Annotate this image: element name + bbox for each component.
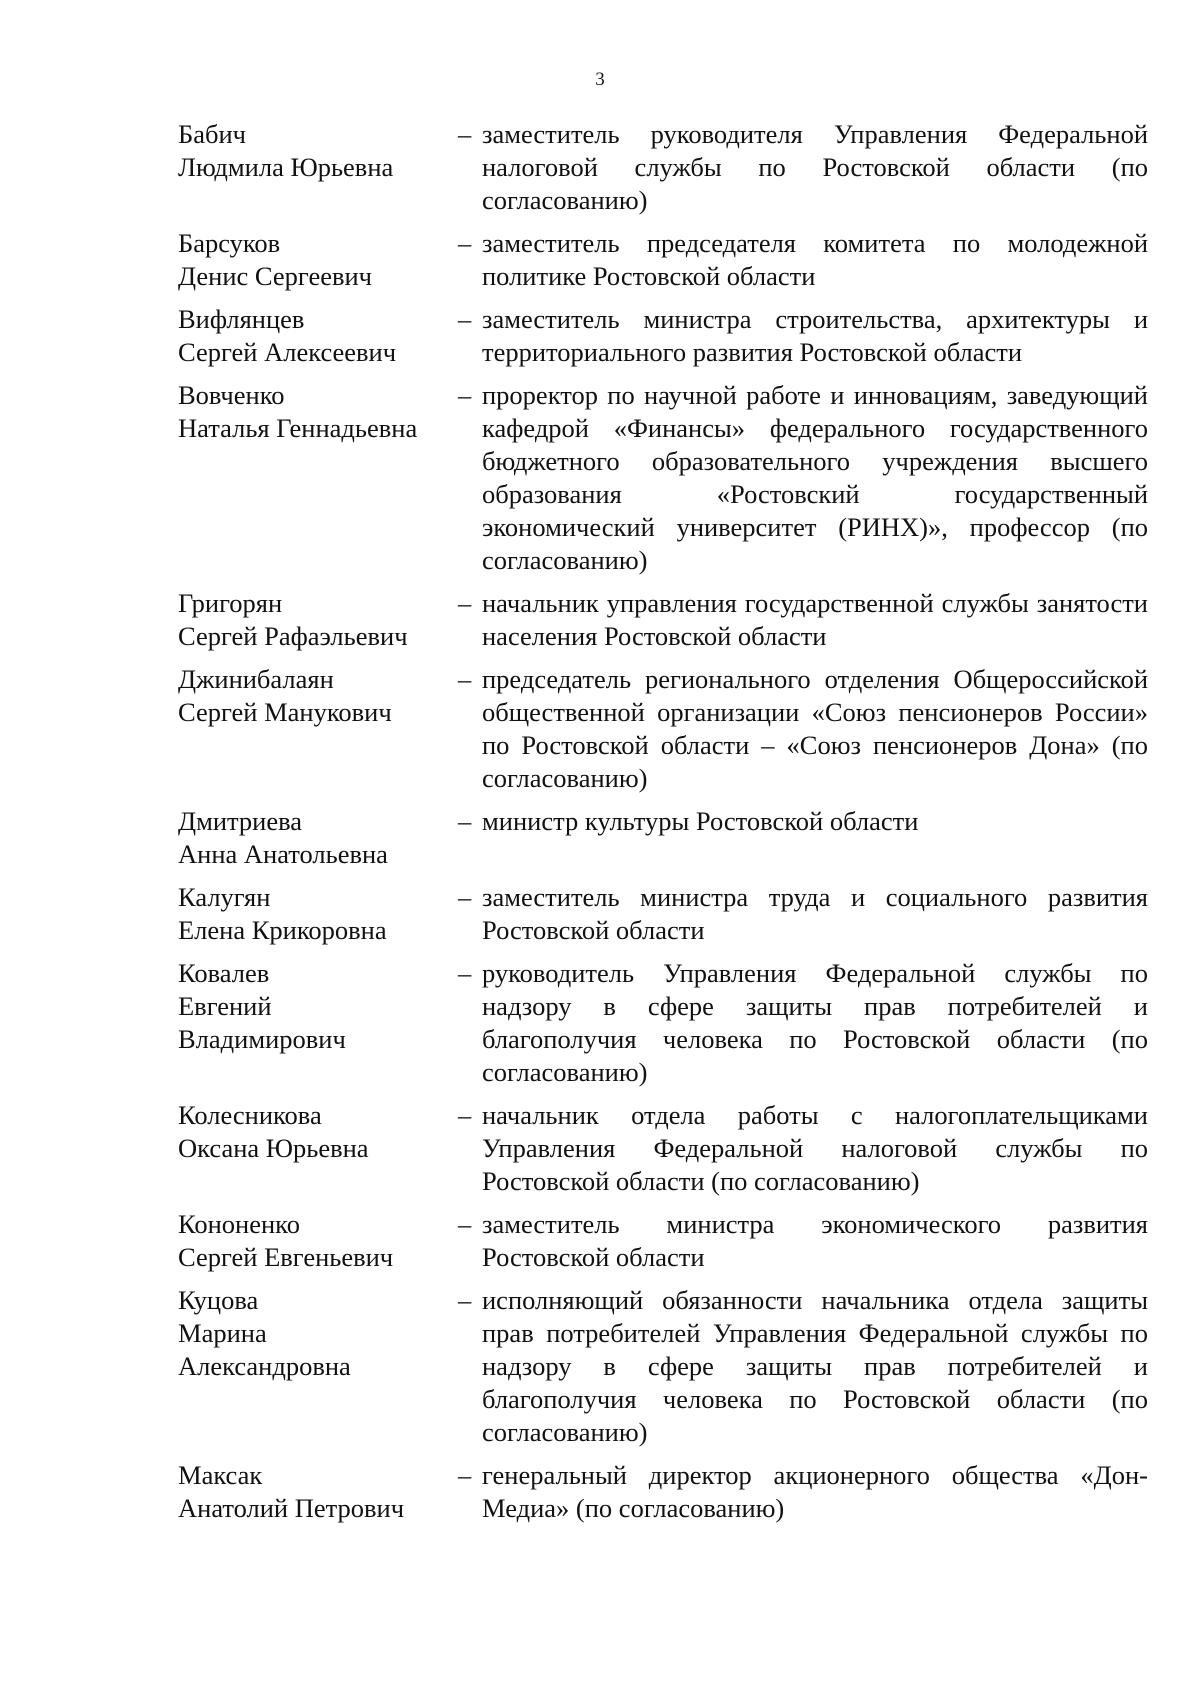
dash-separator: – [458,119,472,149]
dash-separator: – [458,588,472,618]
page-number: 3 [595,69,605,90]
member-row [178,379,1148,577]
member-row [178,587,1148,653]
member-position: руководитель Управления Федеральной службы по надзору в сфере защиты прав потребителей и благополучия человека по Ростовской области (по согласованию) [482,958,1148,1087]
member-position: проректор по научной работе и инновациям, заведующий кафедрой «Финансы» федерального государственного бюджетного образовательного учреждения высшего образования «Ростовский государственный экономический университет (РИНХ)», профессор (по согласованию) [482,380,1148,575]
member-row [178,1284,1148,1449]
member-row [178,663,1148,795]
member-name: Григорян Сергей Рафаэльевич [178,588,408,651]
dash-separator: – [458,882,472,912]
member-row [178,303,1148,369]
member-name: Вифлянцев Сергей Алексеевич [178,304,397,367]
dash-separator: – [458,380,472,410]
dash-separator: – [458,806,472,836]
dash-separator: – [458,958,472,988]
member-row [178,1099,1148,1198]
dash-separator: – [458,1285,472,1315]
member-row [178,1208,1148,1274]
member-name: Дмитриева Анна Анатольевна [178,806,388,869]
member-position: заместитель министра строительства, архитектуры и территориального развития Ростовской области [482,304,1148,367]
member-position: заместитель министра экономического развития Ростовской области [482,1209,1148,1272]
member-name: Бабич Людмила Юрьевна [178,119,394,182]
member-position: исполняющий обязанности начальника отдела защиты прав потребителей Управления Федеральной службы по надзору в сфере защиты прав потребителей и благополучия человека по Ростовской области (по согласованию) [482,1285,1148,1447]
member-position: заместитель министра труда и социального развития Ростовской области [482,882,1148,945]
member-name: Колесникова Оксана Юрьевна [178,1100,369,1163]
member-position: заместитель председателя комитета по молодежной политике Ростовской области [482,228,1148,291]
dash-separator: – [458,1209,472,1239]
member-name: Ковалев Евгений Владимирович [178,958,346,1054]
member-row [178,881,1148,947]
member-row [178,227,1148,293]
member-position: генеральный директор акционерного общества «Дон-Медиа» (по согласованию) [482,1460,1148,1523]
member-row [178,957,1148,1089]
dash-separator: – [458,664,472,694]
member-name: Куцова Марина Александровна [178,1285,351,1381]
member-name: Кононенко Сергей Евгеньевич [178,1209,394,1272]
dash-separator: – [458,1460,472,1490]
member-name: Максак Анатолий Петрович [178,1460,405,1523]
dash-separator: – [458,304,472,334]
member-row [178,118,1148,217]
member-position: начальник отдела работы с налогоплательщиками Управления Федеральной налоговой службы по Ростовской области (по согласованию) [482,1100,1148,1196]
member-list [178,118,1148,1535]
member-name: Вовченко Наталья Геннадьевна [178,380,418,443]
member-name: Джинибалаян Сергей Манукович [178,664,392,727]
member-name: Калугян Елена Крикоровна [178,882,387,945]
dash-separator: – [458,1100,472,1130]
member-position: министр культуры Ростовской области [482,806,919,836]
member-position: заместитель руководителя Управления Федеральной налоговой службы по Ростовской области (по согласованию) [482,119,1148,215]
dash-separator: – [458,228,472,258]
member-position: председатель регионального отделения Общероссийской общественной организации «Союз пенсионеров России» по Ростовской области – «Союз пенсионеров Дона» (по согласованию) [482,664,1148,793]
member-position: начальник управления государственной службы занятости населения Ростовской области [482,588,1148,651]
member-row [178,1459,1148,1525]
member-name: Барсуков Денис Сергеевич [178,228,372,291]
member-row [178,805,1148,871]
